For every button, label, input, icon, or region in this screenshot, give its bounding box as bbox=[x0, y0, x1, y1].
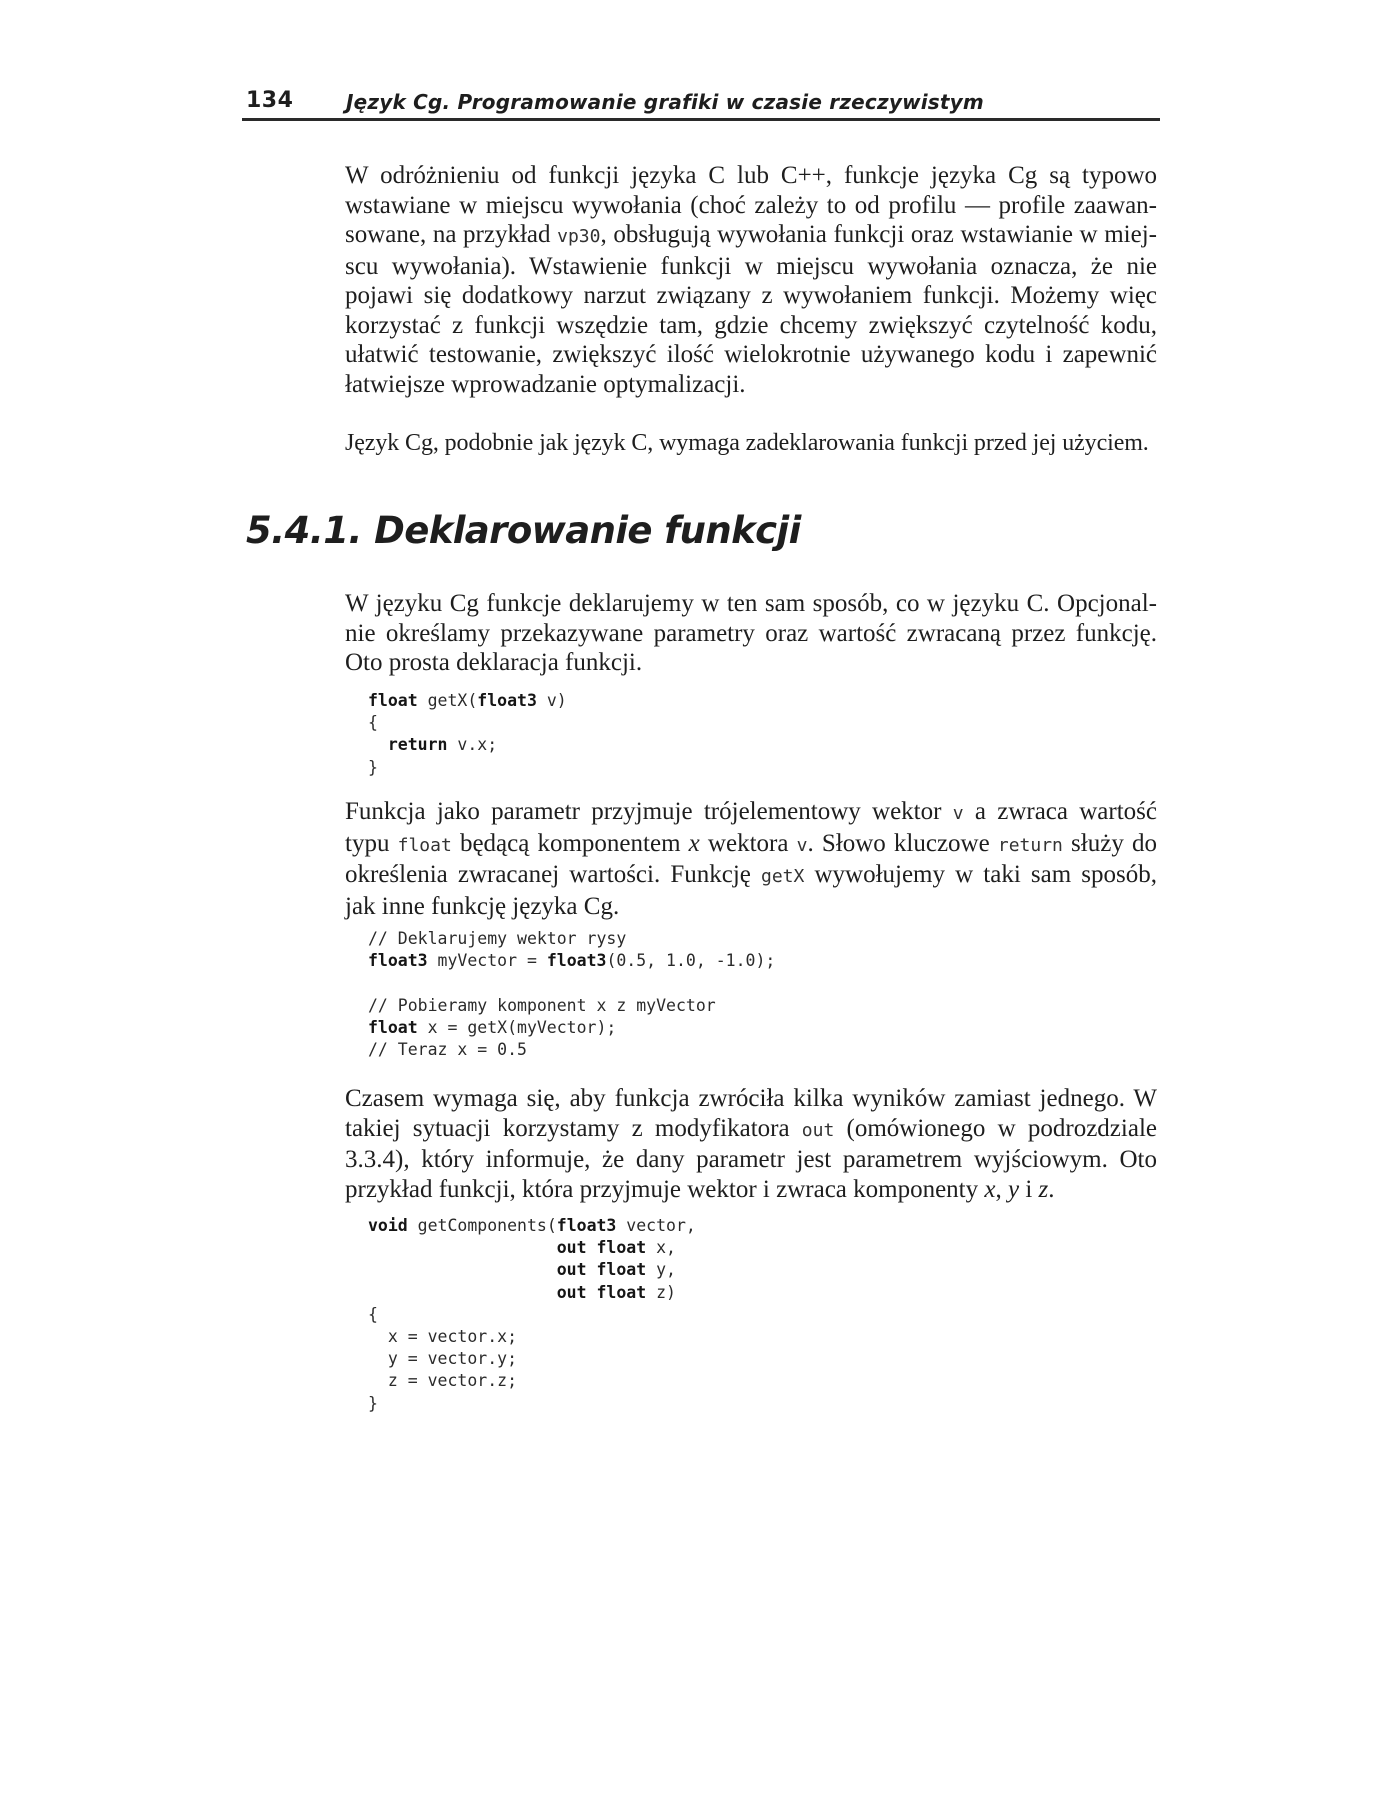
inline-code-return: return bbox=[997, 834, 1063, 856]
code-text: x, bbox=[646, 1238, 676, 1258]
code-text: getComponents( bbox=[407, 1216, 557, 1235]
code-text: { bbox=[368, 713, 378, 733]
code-text: v) bbox=[536, 691, 567, 710]
italic-x: x bbox=[984, 1175, 996, 1203]
code-comment: // Teraz x = 0.5 bbox=[368, 1040, 527, 1060]
code-text: y, bbox=[646, 1260, 676, 1280]
code-keyword: return bbox=[387, 735, 448, 755]
code-keyword: out float bbox=[556, 1238, 647, 1258]
code-text: { bbox=[368, 1304, 378, 1324]
code-keyword: float3 bbox=[368, 951, 428, 971]
text-run: , bbox=[995, 1175, 1008, 1203]
code-text: vector, bbox=[616, 1216, 696, 1235]
code-comment: // Pobieramy komponent x z myVector bbox=[368, 995, 716, 1015]
text-run: . bbox=[1048, 1175, 1055, 1203]
code-block-getx bbox=[368, 690, 567, 779]
text-run: Czasem wymaga się, aby funkcja zwróciła kilka wyników zamiast jednego. W takiej sytuacji korzystamy z modyfikatora bbox=[345, 1085, 1157, 1142]
code-text: } bbox=[368, 757, 378, 777]
text-run: . Słowo kluczowe bbox=[807, 829, 998, 857]
text-run: Funkcja jako parametr przyjmuje trójelementowy wektor bbox=[345, 798, 953, 825]
section-number: 5.4.1. bbox=[246, 509, 362, 552]
code-indent bbox=[368, 735, 388, 754]
italic-x: x bbox=[688, 829, 700, 857]
code-text: z = vector.z; bbox=[368, 1371, 518, 1391]
code-text: z) bbox=[646, 1282, 676, 1302]
italic-y: y bbox=[1007, 1175, 1020, 1203]
code-keyword: out float bbox=[556, 1260, 647, 1280]
text-run: wywołujemy w taki sam sposób, jak inne funkcję języka Cg. bbox=[345, 861, 1157, 920]
inline-code-vp30: vp30 bbox=[557, 226, 601, 247]
code-indent bbox=[368, 1283, 557, 1302]
inline-code-v: v bbox=[796, 834, 808, 856]
text-run: wektora bbox=[699, 829, 797, 857]
code-block-getcomponents bbox=[368, 1215, 696, 1415]
code-keyword: float bbox=[368, 691, 418, 710]
code-keyword: float bbox=[368, 1017, 418, 1037]
code-text: getX( bbox=[417, 691, 478, 710]
inline-code-float: float bbox=[397, 834, 452, 856]
inline-code-v: v bbox=[952, 803, 964, 824]
paragraph-out-modifier bbox=[345, 1084, 1157, 1204]
code-keyword: void bbox=[368, 1216, 408, 1235]
code-text: y = vector.y; bbox=[368, 1349, 518, 1369]
text-run: będącą komponentem bbox=[451, 829, 689, 857]
code-indent bbox=[368, 1238, 557, 1257]
code-comment: // Deklarujemy wektor rysy bbox=[368, 929, 627, 948]
code-text: x = vector.x; bbox=[368, 1327, 518, 1347]
code-text: v.x; bbox=[447, 735, 498, 755]
inline-code-getx: getX bbox=[760, 866, 805, 887]
code-text: x = getX(myVector); bbox=[417, 1017, 617, 1037]
inline-code-out: out bbox=[801, 1119, 835, 1141]
running-header bbox=[242, 84, 1160, 121]
italic-z: z bbox=[1038, 1175, 1049, 1203]
paragraph-declaring-functions: W języku Cg funkcje deklarujemy w ten sam sposób, co w języku C. Opcjonalnie określamy przekazywane parametry oraz wartość zwracaną przez funkcję. Oto prosta deklaracja funkcji. bbox=[345, 590, 1157, 676]
paragraph-inlining bbox=[345, 161, 1157, 399]
paragraph-declaration-required: Język Cg, podobnie jak język C, wymaga zadeklarowania funkcji przed jej użyciem. bbox=[345, 430, 1149, 456]
code-block-myvector bbox=[368, 928, 775, 1061]
code-keyword: out float bbox=[556, 1282, 647, 1302]
code-keyword: float3 bbox=[556, 1216, 617, 1235]
running-title: Język Cg. Programowanie grafiki w czasie rzeczywistym bbox=[346, 90, 984, 114]
section-heading bbox=[246, 509, 801, 552]
text-run: (omówionego w podrozdziale 3.3.4), który informuje, że dany parametr jest parametrem wyjściowym. Oto przykład funkcji, która przyjmuje wektor i zwraca komponenty bbox=[345, 1114, 1157, 1203]
text-run: służy do określenia zwracanej wartości. Funkcję bbox=[345, 829, 1157, 888]
code-keyword: float3 bbox=[546, 951, 607, 971]
code-text: myVector = bbox=[427, 951, 547, 971]
text-run: a zwraca wartość typu bbox=[345, 798, 1158, 857]
text-run: i bbox=[1019, 1175, 1039, 1203]
code-keyword: float3 bbox=[477, 691, 537, 710]
page-number: 134 bbox=[246, 88, 294, 113]
text-run: , obsługują wywołania funkcji oraz wstawianie w miejscu wywołania). Wstawienie funkcji w miejscu wywołania oznacza, że nie pojawi się dodatkowy narzut związany z wywołaniem funkcji. Możemy więc korzystać z funkcji wszędzie tam, gdzie chcemy zwiększyć czytelność kodu, ułatwić testowanie, zwiększyć ilość wielokrotnie używanego kodu i zapewnić łatwiejsze wprowadzanie optymalizacji. bbox=[345, 221, 1157, 398]
paragraph-getx-explanation bbox=[345, 797, 1157, 921]
code-indent bbox=[368, 1260, 557, 1279]
section-title: Deklarowanie funkcji bbox=[374, 509, 801, 552]
text-run: W odróżnieniu od funkcji języka C lub C++, funkcje języka Cg są typowo wstawiane w miejscu wywołania (choć zależy to od profilu — profile zaawansowane, na przykład bbox=[345, 162, 1157, 248]
code-text: (0.5, 1.0, -1.0); bbox=[606, 951, 776, 971]
code-text: } bbox=[368, 1393, 378, 1413]
